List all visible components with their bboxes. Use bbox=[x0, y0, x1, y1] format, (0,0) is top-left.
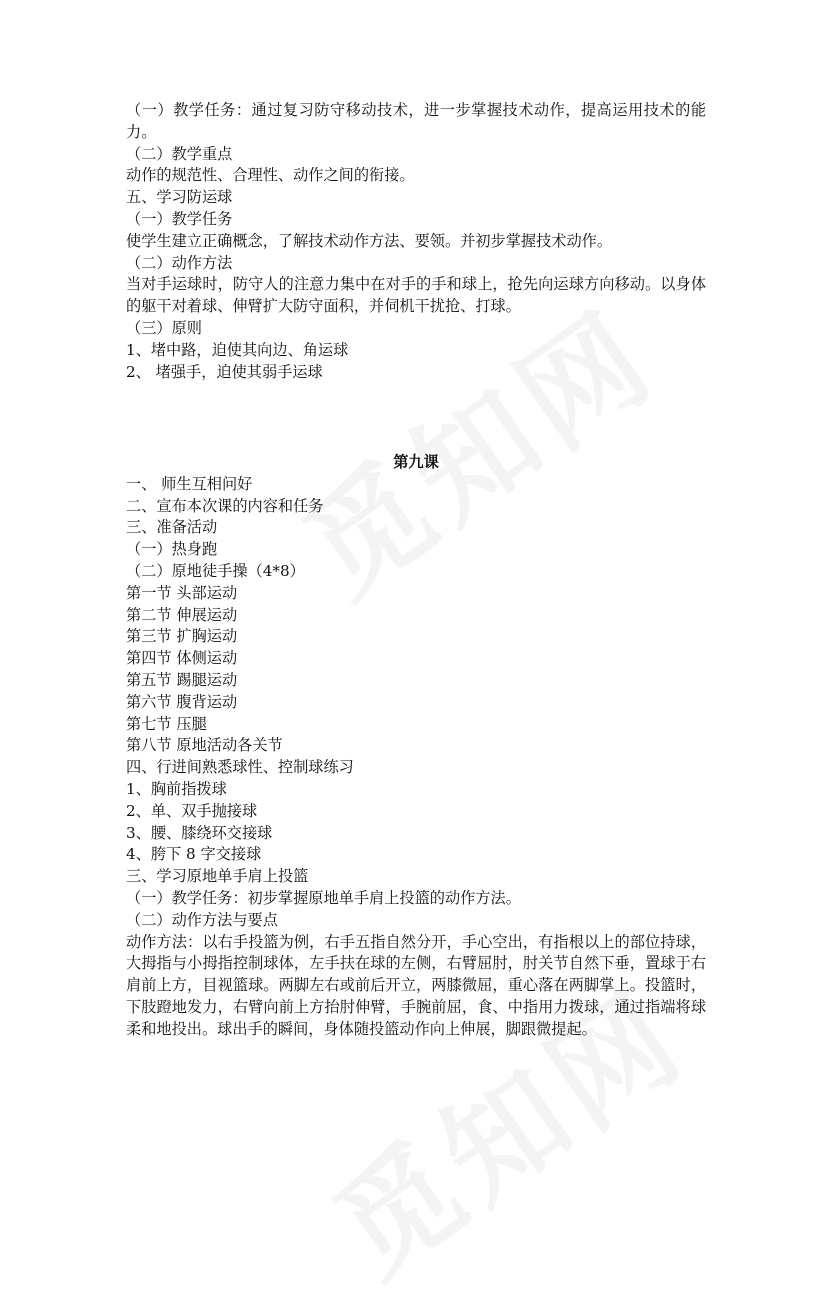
text-line: 2、 堵强手，迫使其弱手运球 bbox=[126, 362, 323, 381]
text-line: 3、腰、膝绕环交接球 bbox=[126, 823, 273, 842]
text-line: （一）热身跑 bbox=[126, 540, 218, 559]
text-line: （一）教学任务：初步掌握原地单手肩上投篮的动作方法。 bbox=[126, 888, 521, 907]
text-line: 1、胸前指拨球 bbox=[126, 779, 227, 798]
text-line: 使学生建立正确概念，了解技术动作方法、要领。并初步掌握技术动作。 bbox=[126, 231, 612, 250]
paragraph-method: 当对手运球时，防守人的注意力集中在对手的手和球上，抢先向运球方向移动。以身体的躯干对着球、伸臂扩大防守面积，并伺机干扰抢、打球。 bbox=[126, 275, 706, 316]
text-line: （二）原地徒手操（4*8） bbox=[126, 561, 305, 580]
text-line: 第七节 压腿 bbox=[126, 714, 207, 733]
text-line: 二、宣布本次课的内容和任务 bbox=[126, 496, 324, 515]
text-line: （一）教学任务 bbox=[126, 209, 233, 228]
text-line: （二）教学重点 bbox=[126, 144, 233, 163]
text-line: 2、单、双手抛接球 bbox=[126, 801, 258, 820]
text-line: 第二节 伸展运动 bbox=[126, 605, 238, 624]
paragraph-shooting-method: 动作方法：以右手投篮为例，右手五指自然分开，手心空出，有指根以上的部位持球，大拇指与小拇指控制球体，左手扶在球的左侧，右臂屈肘，肘关节自然下垂，置球于右肩前上方，目视篮球。两脚左右或前后开立，两膝微屈，重心落在两脚掌上。投篮时，下肢蹬地发力，右臂向前上方抬肘伸臂，手腕前屈，食、中指用力拨球，通过指端将球柔和地投出。球出手的瞬间，身体随投篮动作向上伸展，脚跟微提起。 bbox=[126, 932, 706, 1038]
text-line: 动作的规范性、合理性、动作之间的衔接。 bbox=[126, 166, 415, 185]
section-lesson9 bbox=[126, 452, 706, 1041]
text-line: 一、 师生互相问好 bbox=[126, 474, 253, 493]
text-line: （三）原则 bbox=[126, 318, 202, 337]
text-line: 第八节 原地活动各关节 bbox=[126, 736, 283, 755]
lesson-title: 第九课 bbox=[393, 453, 439, 471]
text-line: 第四节 体侧运动 bbox=[126, 649, 238, 668]
text-line: （二）动作方法 bbox=[126, 253, 233, 272]
section-defense bbox=[126, 100, 706, 383]
text-line: 四、行进间熟悉球性、控制球练习 bbox=[126, 758, 354, 777]
text-line: （二）动作方法与要点 bbox=[126, 910, 278, 929]
text-line: 1、堵中路，迫使其向边、角运球 bbox=[126, 340, 349, 359]
text-line: 三、学习原地单手肩上投篮 bbox=[126, 867, 309, 886]
text-line: 第一节 头部运动 bbox=[126, 583, 238, 602]
text-line: 第五节 踢腿运动 bbox=[126, 670, 238, 689]
text-line: 第六节 腹背运动 bbox=[126, 692, 238, 711]
text-line: 五、学习防运球 bbox=[126, 188, 233, 207]
paragraph-task: （一）教学任务：通过复习防守移动技术，进一步掌握技术动作，提高运用技术的能力。 bbox=[126, 101, 706, 141]
text-line: 4、胯下 8 字交接球 bbox=[126, 845, 262, 864]
text-line: 三、准备活动 bbox=[126, 518, 218, 537]
text-line: 第三节 扩胸运动 bbox=[126, 627, 238, 646]
